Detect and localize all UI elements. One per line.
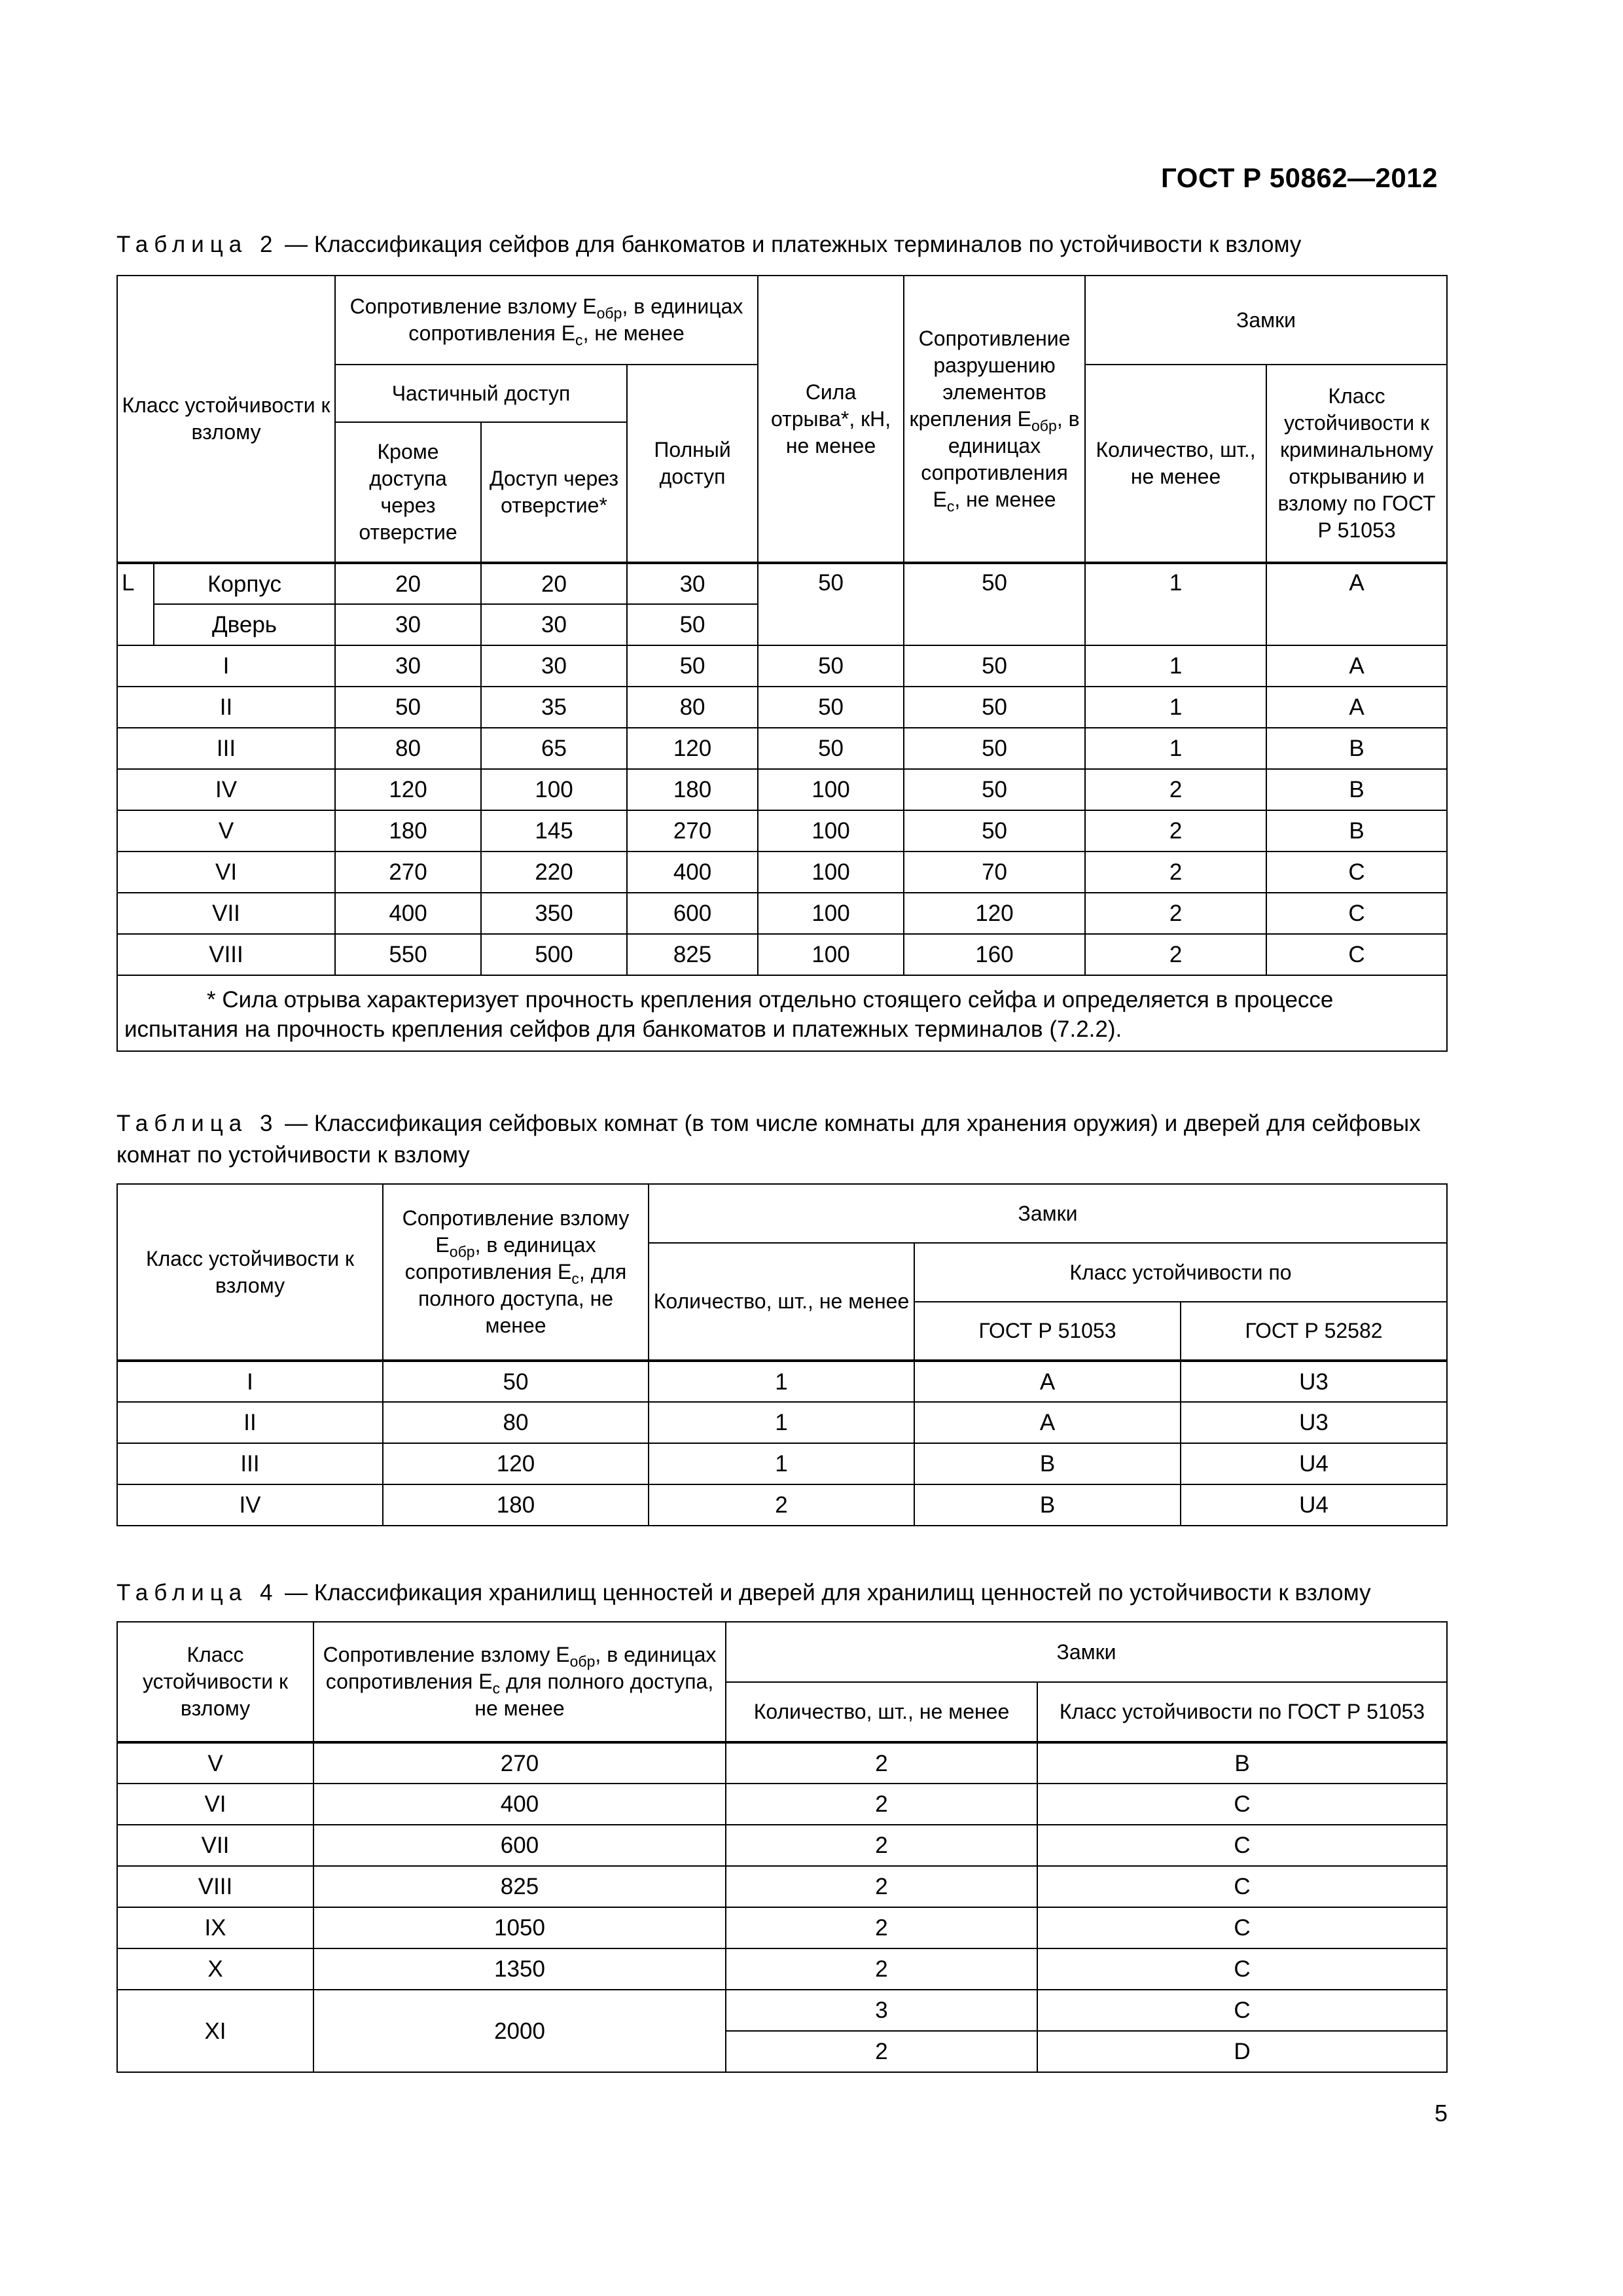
t4-cell: C — [1037, 1784, 1447, 1825]
t2-cell: 2 — [1085, 769, 1266, 810]
t3-cell: 80 — [383, 1402, 649, 1443]
t4-header-resistance: Сопротивление взлому $E_{обр}$, в единицах сопротивления $E_c$ для полного доступа, не менее — [313, 1622, 726, 1742]
t2-cell: 50 — [758, 728, 904, 769]
t2-header-fix: Сопротивление разрушению элементов крепления $E_{обр}$, в единицах сопротивления $E_c$, не менее — [904, 276, 1085, 563]
t4-cell: 3 — [726, 1990, 1037, 2031]
t2-cell: 50 — [758, 645, 904, 687]
t2-cell: 30 — [335, 645, 481, 687]
t2-cell: B — [1266, 769, 1447, 810]
t2-header-locks: Замки — [1085, 276, 1447, 365]
t2-cell: VIII — [117, 934, 335, 975]
t2-cell: 1 — [1085, 687, 1266, 728]
t2-cell: 2 — [1085, 934, 1266, 975]
t2-cell: 30 — [481, 604, 627, 645]
t2-header-resistance: Сопротивление взлому $E_{обр}$, в единицах сопротивления $E_c$, не менее — [335, 276, 758, 365]
t4-header-lock-class: Класс устойчивости по ГОСТ Р 51053 — [1037, 1682, 1447, 1742]
t2-cell: 2 — [1085, 810, 1266, 852]
t3-header-locks: Замки — [649, 1184, 1447, 1243]
table-row — [117, 769, 1447, 810]
t2-cell: 20 — [335, 563, 481, 604]
t3-cell: 1 — [649, 1443, 914, 1484]
t4-cell: 600 — [313, 1825, 726, 1866]
t2-cell: A — [1266, 563, 1447, 645]
t2-header-quantity: Количество, шт., не менее — [1085, 365, 1266, 563]
table-row — [117, 1361, 1447, 1402]
t4-cell: 1050 — [313, 1907, 726, 1948]
t2-cell: 270 — [335, 852, 481, 893]
table-row — [117, 563, 1447, 604]
t3-cell: 50 — [383, 1361, 649, 1402]
t2-cell: 1 — [1085, 563, 1266, 645]
t2-cell: 120 — [627, 728, 758, 769]
t3-cell: A — [914, 1361, 1181, 1402]
t4-cell: 2 — [726, 1907, 1037, 1948]
t2-cell: 180 — [627, 769, 758, 810]
t3-body — [117, 1361, 1447, 1526]
table-row — [117, 934, 1447, 975]
t2-cell: IV — [117, 769, 335, 810]
t3-cell: A — [914, 1402, 1181, 1443]
table-row — [117, 1784, 1447, 1825]
t3-header-gost1: ГОСТ Р 51053 — [914, 1302, 1181, 1361]
t2-cell: 100 — [758, 893, 904, 934]
t2-cell: C — [1266, 893, 1447, 934]
t2-cell: 100 — [481, 769, 627, 810]
t2-cell: II — [117, 687, 335, 728]
t4-cell: VIII — [117, 1866, 313, 1907]
t2-header-except-hole: Кроме доступа через отверстие — [335, 422, 481, 563]
t2-cell: 80 — [335, 728, 481, 769]
t4-cell: C — [1037, 1866, 1447, 1907]
t3-cell: I — [117, 1361, 383, 1402]
t3-cell: 180 — [383, 1484, 649, 1526]
t2-cell: 50 — [904, 645, 1085, 687]
t2-cell: 160 — [904, 934, 1085, 975]
t4-cell: VII — [117, 1825, 313, 1866]
t3-cell: U3 — [1181, 1402, 1447, 1443]
t2-cell: 70 — [904, 852, 1085, 893]
t4-cell: 2 — [726, 1825, 1037, 1866]
t3-cell: B — [914, 1484, 1181, 1526]
t3-header-class-by: Класс устойчивости по — [914, 1243, 1447, 1302]
t3-cell: 1 — [649, 1361, 914, 1402]
t2-cell: 220 — [481, 852, 627, 893]
t4-body — [117, 1742, 1447, 1990]
t2-cell: 2 — [1085, 852, 1266, 893]
t2-header-lock-class: Класс устойчивости к криминальному открыванию и взлому по ГОСТ Р 51053 — [1266, 365, 1447, 563]
t4-cell: IX — [117, 1907, 313, 1948]
table-row — [117, 1742, 1447, 1784]
table-row — [117, 1402, 1447, 1443]
t2-cell: 825 — [627, 934, 758, 975]
t4-cell: V — [117, 1742, 313, 1784]
t2-cell: 500 — [481, 934, 627, 975]
t2-cell: 50 — [335, 687, 481, 728]
t4-cell: C — [1037, 1825, 1447, 1866]
t2-cell: 50 — [904, 728, 1085, 769]
table-row — [117, 852, 1447, 893]
t2-cell: 550 — [335, 934, 481, 975]
t3-header-quantity: Количество, шт., не менее — [649, 1243, 914, 1361]
t3-cell: IV — [117, 1484, 383, 1526]
t2-header-class: Класс устойчивости к взлому — [117, 276, 335, 563]
t2-cell: 100 — [758, 769, 904, 810]
t2-cell: 50 — [758, 563, 904, 645]
page-number: 5 — [1434, 2100, 1448, 2126]
t2-cell: 400 — [335, 893, 481, 934]
t2-header-full: Полный доступ — [627, 365, 758, 563]
t2-cell: I — [117, 645, 335, 687]
t4-cell: 1350 — [313, 1948, 726, 1990]
t3-cell: B — [914, 1443, 1181, 1484]
t2-cell: 350 — [481, 893, 627, 934]
t2-cell: 50 — [904, 687, 1085, 728]
t2-cell: 120 — [335, 769, 481, 810]
t2-cell: 100 — [758, 810, 904, 852]
t2-cell: 50 — [627, 645, 758, 687]
t2-cell: 50 — [904, 810, 1085, 852]
t2-body — [117, 645, 1447, 975]
t2-cell: 30 — [481, 645, 627, 687]
t2-cell: 50 — [627, 604, 758, 645]
table-row — [117, 728, 1447, 769]
t4-cell: D — [1037, 2031, 1447, 2072]
t4-header-class: Класс устойчивости к взлому — [117, 1622, 313, 1742]
table-row — [117, 1484, 1447, 1526]
t2-cell: VI — [117, 852, 335, 893]
t2-cell: 30 — [335, 604, 481, 645]
t2-cell: 100 — [758, 934, 904, 975]
t2-cell: A — [1266, 687, 1447, 728]
t2-cell: 80 — [627, 687, 758, 728]
t3-cell: U3 — [1181, 1361, 1447, 1402]
t2-cell: 30 — [627, 563, 758, 604]
t2-cell: 120 — [904, 893, 1085, 934]
table-row — [117, 1990, 1447, 2031]
t2-cell: 65 — [481, 728, 627, 769]
table-row — [117, 1907, 1447, 1948]
t2-cell: V — [117, 810, 335, 852]
table2-caption — [116, 229, 1446, 260]
t2-note: * Сила отрыва характеризует прочность крепления отдельно стоящего сейфа и определяется в процессе испытания на прочность крепления сейфов для банкоматов и платежных терминалов (7.2.2). — [117, 975, 1447, 1051]
t2-cell: C — [1266, 934, 1447, 975]
t2-l-body-label: Корпус — [154, 563, 335, 604]
t4-cell: 400 — [313, 1784, 726, 1825]
table-row — [117, 645, 1447, 687]
t4-cell: 2 — [726, 1866, 1037, 1907]
table4 — [116, 1621, 1448, 2073]
t3-header-gost2: ГОСТ Р 52582 — [1181, 1302, 1447, 1361]
t2-cell: 50 — [758, 687, 904, 728]
t4-header-quantity: Количество, шт., не менее — [726, 1682, 1037, 1742]
t4-cell: C — [1037, 1990, 1447, 2031]
t2-cell: 1 — [1085, 645, 1266, 687]
t2-cell: 180 — [335, 810, 481, 852]
t3-cell: III — [117, 1443, 383, 1484]
table3-caption-label: Таблица 3 — [116, 1111, 279, 1136]
t4-cell: 270 — [313, 1742, 726, 1784]
table-row — [117, 975, 1447, 1051]
table2 — [116, 275, 1448, 1052]
t3-cell: 1 — [649, 1402, 914, 1443]
t4-cell: 2 — [726, 2031, 1037, 2072]
t2-cell: 50 — [904, 769, 1085, 810]
t2-cell: 1 — [1085, 728, 1266, 769]
table3-caption — [116, 1108, 1446, 1171]
table4-caption — [116, 1577, 1446, 1609]
t3-cell: II — [117, 1402, 383, 1443]
t2-cell: 35 — [481, 687, 627, 728]
t3-cell: 2 — [649, 1484, 914, 1526]
table-row — [117, 893, 1447, 934]
t2-cell: 100 — [758, 852, 904, 893]
table-row — [117, 1866, 1447, 1907]
t2-cell: 20 — [481, 563, 627, 604]
t4-header-locks: Замки — [726, 1622, 1447, 1682]
table3 — [116, 1183, 1448, 1526]
t2-cell: C — [1266, 852, 1447, 893]
t2-cell: B — [1266, 728, 1447, 769]
t2-cell: III — [117, 728, 335, 769]
t2-cell: 50 — [904, 563, 1085, 645]
table-row — [117, 810, 1447, 852]
table4-caption-text: — Классификация хранилищ ценностей и дверей для хранилищ ценностей по устойчивости к взлому — [278, 1580, 1371, 1605]
t2-cell: 600 — [627, 893, 758, 934]
t3-header-resistance: Сопротивление взлому $E_{обр}$, в единицах сопротивления $E_c$, для полного доступа, не менее — [383, 1184, 649, 1361]
table2-caption-label: Таблица 2 — [116, 232, 279, 257]
t2-cell: VII — [117, 893, 335, 934]
t2-header-partial: Частичный доступ — [335, 365, 627, 422]
t2-cell: 2 — [1085, 893, 1266, 934]
t4-cell: C — [1037, 1907, 1447, 1948]
table-row — [117, 1443, 1447, 1484]
t2-cell: 270 — [627, 810, 758, 852]
t2-cell: 400 — [627, 852, 758, 893]
t2-cell: 145 — [481, 810, 627, 852]
t4-cell: 825 — [313, 1866, 726, 1907]
t2-l-door-label: Дверь — [154, 604, 335, 645]
t4-cell: 2 — [726, 1742, 1037, 1784]
t3-cell: U4 — [1181, 1484, 1447, 1526]
t4-cell: VI — [117, 1784, 313, 1825]
t3-header-class: Класс устойчивости к взлому — [117, 1184, 383, 1361]
table2-caption-text: — Классификация сейфов для банкоматов и платежных терминалов по устойчивости к взлому — [278, 232, 1302, 257]
table3-caption-text: — Классификация сейфовых комнат (в том числе комнаты для хранения оружия) и дверей для сейфовых комнат по устойчивости к взлому — [116, 1111, 1421, 1168]
table-row — [117, 1825, 1447, 1866]
t2-l-class: L — [117, 563, 154, 645]
t2-header-through-hole: Доступ через отверстие* — [481, 422, 627, 563]
t3-cell: U4 — [1181, 1443, 1447, 1484]
t3-cell: 120 — [383, 1443, 649, 1484]
t2-cell: A — [1266, 645, 1447, 687]
table4-caption-label: Таблица 4 — [116, 1580, 279, 1605]
document-id: ГОСТ Р 50862—2012 — [1161, 162, 1438, 193]
t4-cell: B — [1037, 1742, 1447, 1784]
table-row — [117, 687, 1447, 728]
t4-cell: 2 — [726, 1948, 1037, 1990]
t2-cell: B — [1266, 810, 1447, 852]
t4-cell: 2 — [726, 1784, 1037, 1825]
t4-cell: X — [117, 1948, 313, 1990]
t2-header-force: Сила отрыва*, кН, не менее — [758, 276, 904, 563]
t4-last-resistance: 2000 — [313, 1990, 726, 2072]
table-row — [117, 1948, 1447, 1990]
t4-last-class: XI — [117, 1990, 313, 2072]
t4-cell: C — [1037, 1948, 1447, 1990]
